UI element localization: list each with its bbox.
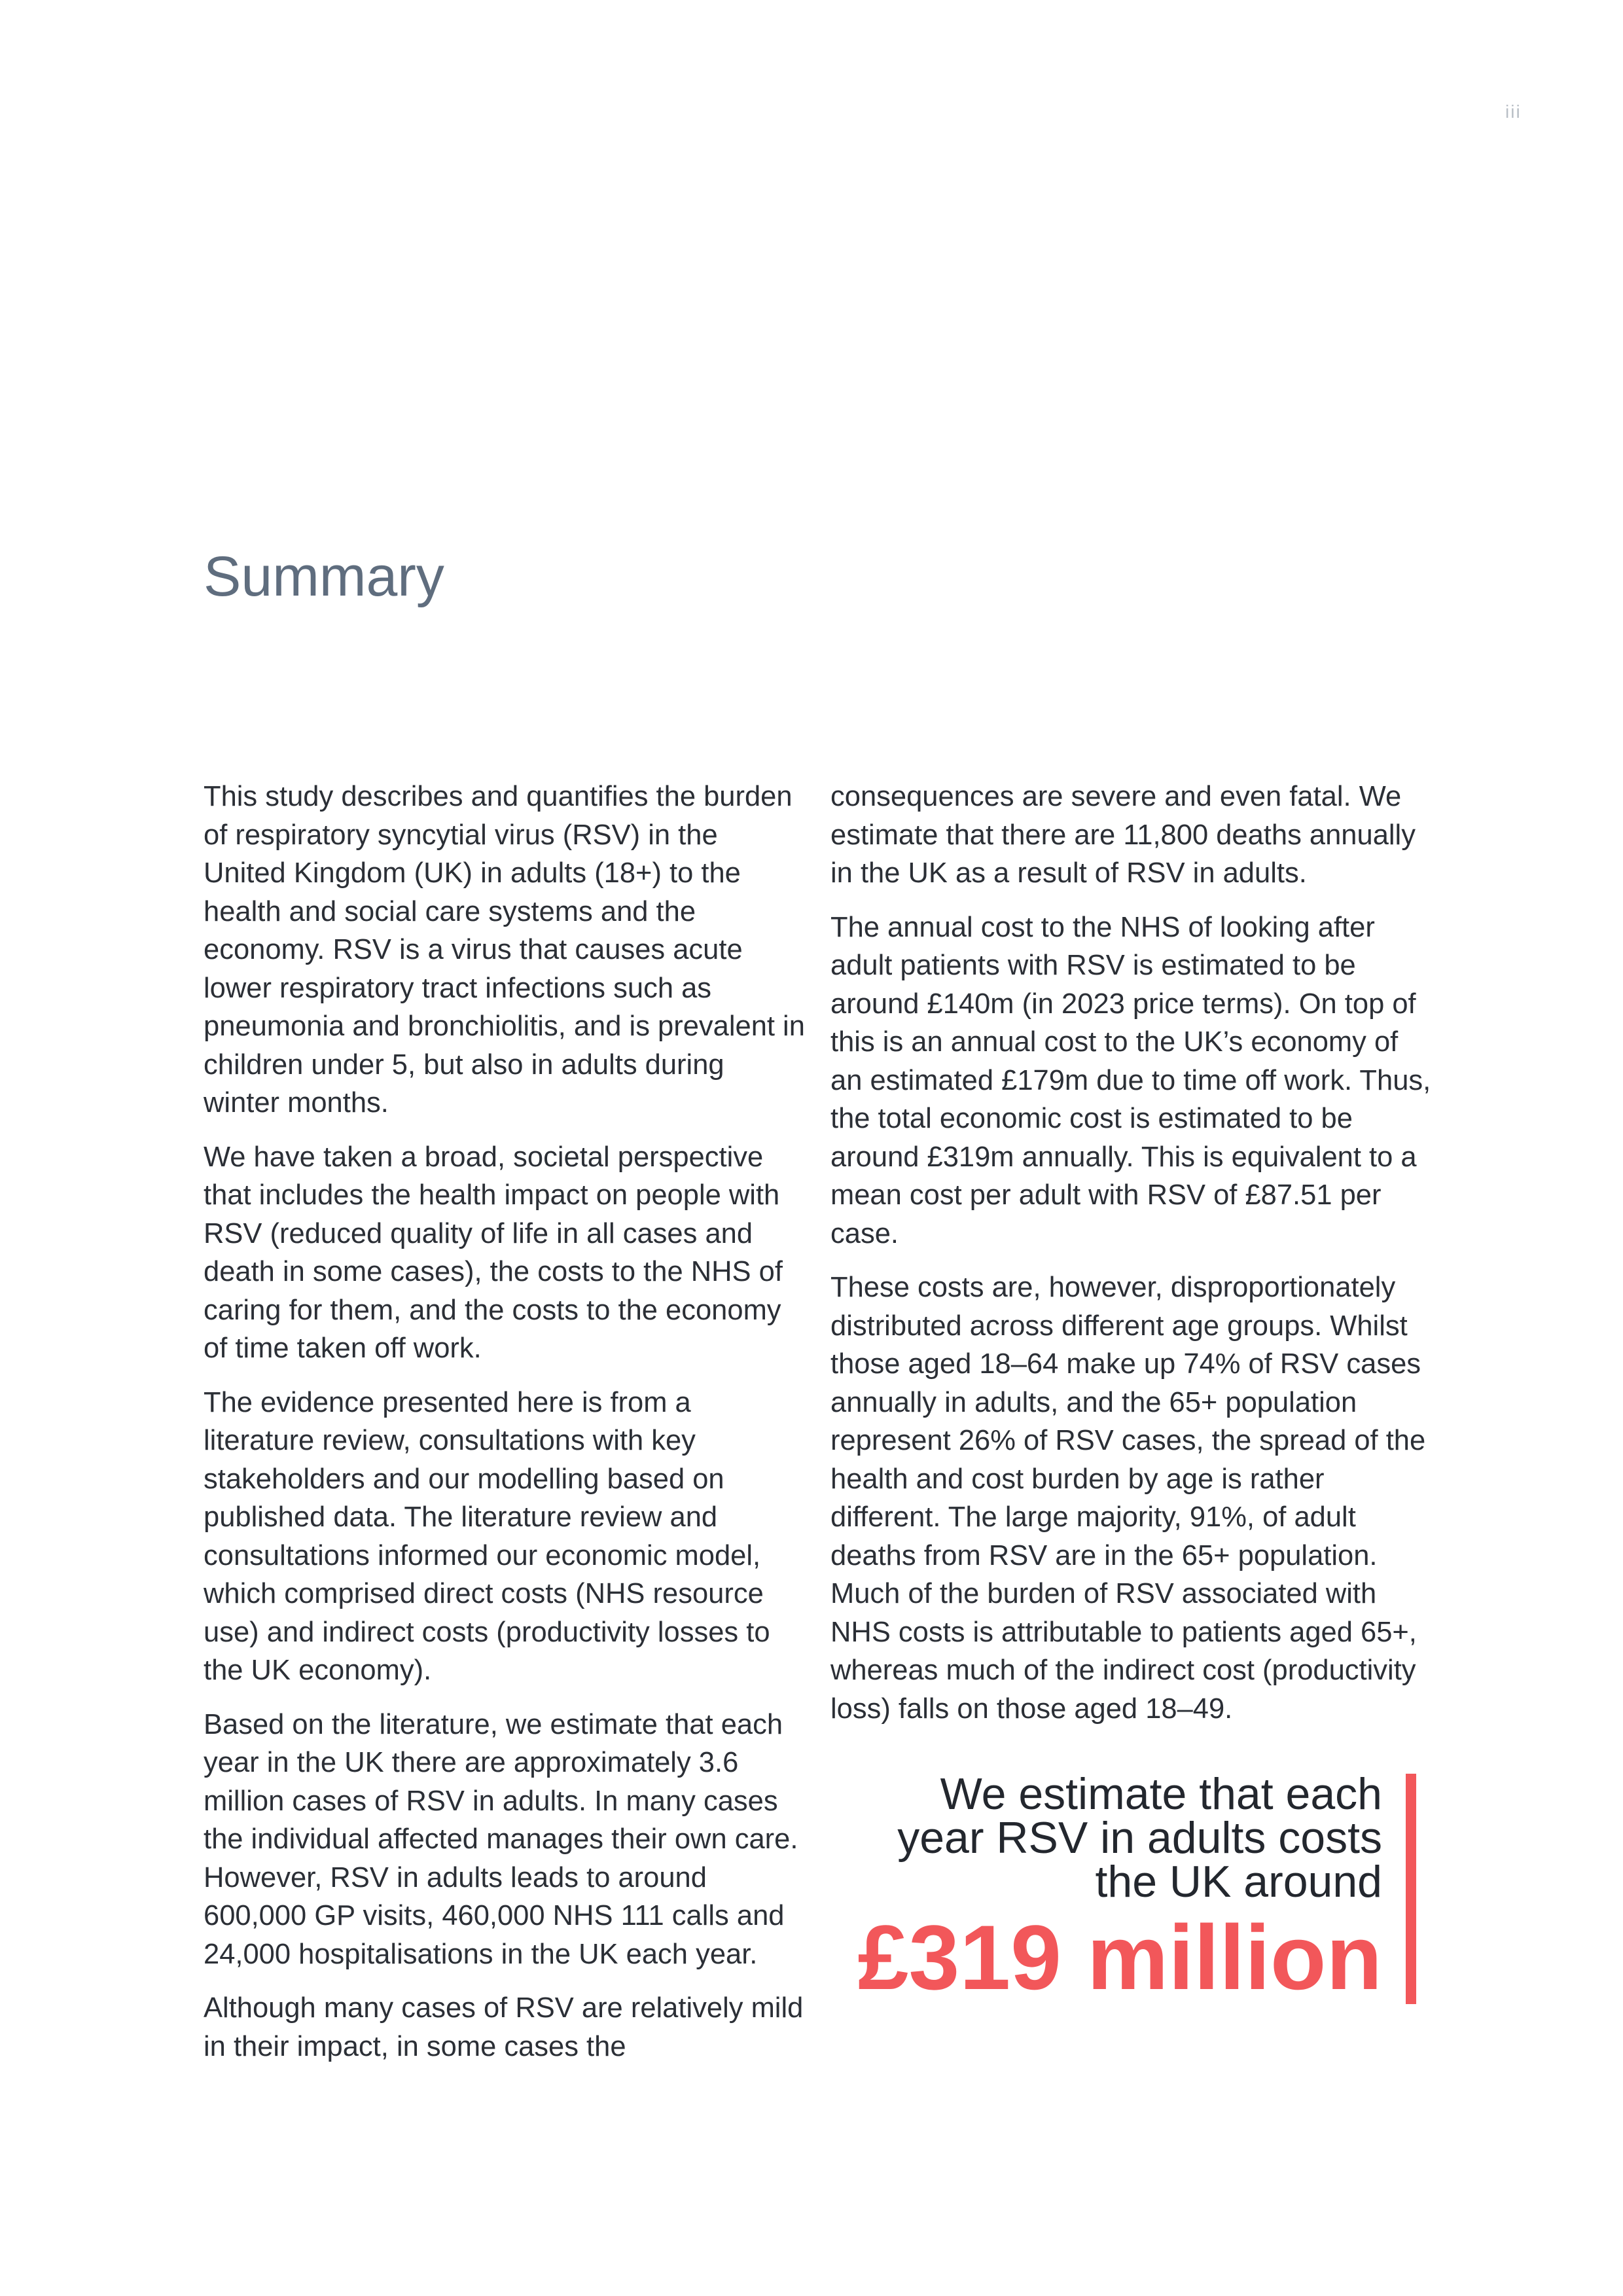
paragraph: Based on the literature, we estimate that each year in the UK there are approximately 3.6 million cases of RSV in adults. In many cases the individual affected manages their own care. However, RSV in adults leads to around 600,000 GP visits, 460,000 NHS 111 calls and 24,000 hospitalisations in the UK each year. <box>204 1708 798 1970</box>
paragraph: We have taken a broad, societal perspective that includes the health impact on people with RSV (reduced quality of life in all cases and death in some cases), the costs to the NHS of caring for them, and the costs to the economy of time taken off work. <box>204 1141 783 1364</box>
paragraph: This study describes and quantifies the burden of respiratory syncytial virus (RSV) in the United Kingdom (UK) in adults (18+) to the health and social care systems and the economy. RSV is a virus that causes acute lower respiratory tract infections such as pneumonia and bronchiolitis, and is prevalent in children under 5, but also in adults during winter months. <box>204 781 805 1119</box>
pull-quote <box>851 1769 1382 2009</box>
paragraph: consequences are severe and even fatal. We estimate that there are 11,800 deaths annually in the UK as a result of RSV in adults. <box>830 781 1416 889</box>
right-column <box>830 778 1433 1744</box>
paragraph: The annual cost to the NHS of looking after adult patients with RSV is estimated to be around £140m (in 2023 price terms). On top of this is an annual cost to the UK’s economy of an estimated £179m due to time off work. Thus, the total economic cost is estimated to be around £319m annually. This is equivalent to a mean cost per adult with RSV of £87.51 per case. <box>830 911 1431 1249</box>
pull-quote-accent-bar <box>1406 1774 1416 2004</box>
pull-quote-text: We estimate that each year RSV in adults costs the UK around <box>897 1769 1382 1907</box>
paragraph: Although many cases of RSV are relatively mild in their impact, in some cases the <box>204 1992 804 2062</box>
paragraph: These costs are, however, disproportionately distributed across different age groups. Whilst those aged 18–64 make up 74% of RSV cases annually in adults, and the 65+ population represent 26% of RSV cases, the spread of the health and cost burden by age is rather different. The large majority, 91%, of adult deaths from RSV are in the 65+ population. Much of the burden of RSV associated with NHS costs is attributable to patients aged 65+, whereas much of the indirect cost (productivity loss) falls on those aged 18–49. <box>830 1272 1426 1725</box>
paragraph: The evidence presented here is from a literature review, consultations with key stakeholders and our modelling based on published data. The literature review and consultations informed our economic model, which comprised direct costs (NHS resource use) and indirect costs (productivity losses to the UK economy). <box>204 1386 770 1686</box>
page-number: iii <box>1505 101 1522 122</box>
pull-quote-figure: £319 million <box>857 1906 1382 2009</box>
left-column <box>204 778 806 2081</box>
page-title: Summary <box>204 545 444 608</box>
